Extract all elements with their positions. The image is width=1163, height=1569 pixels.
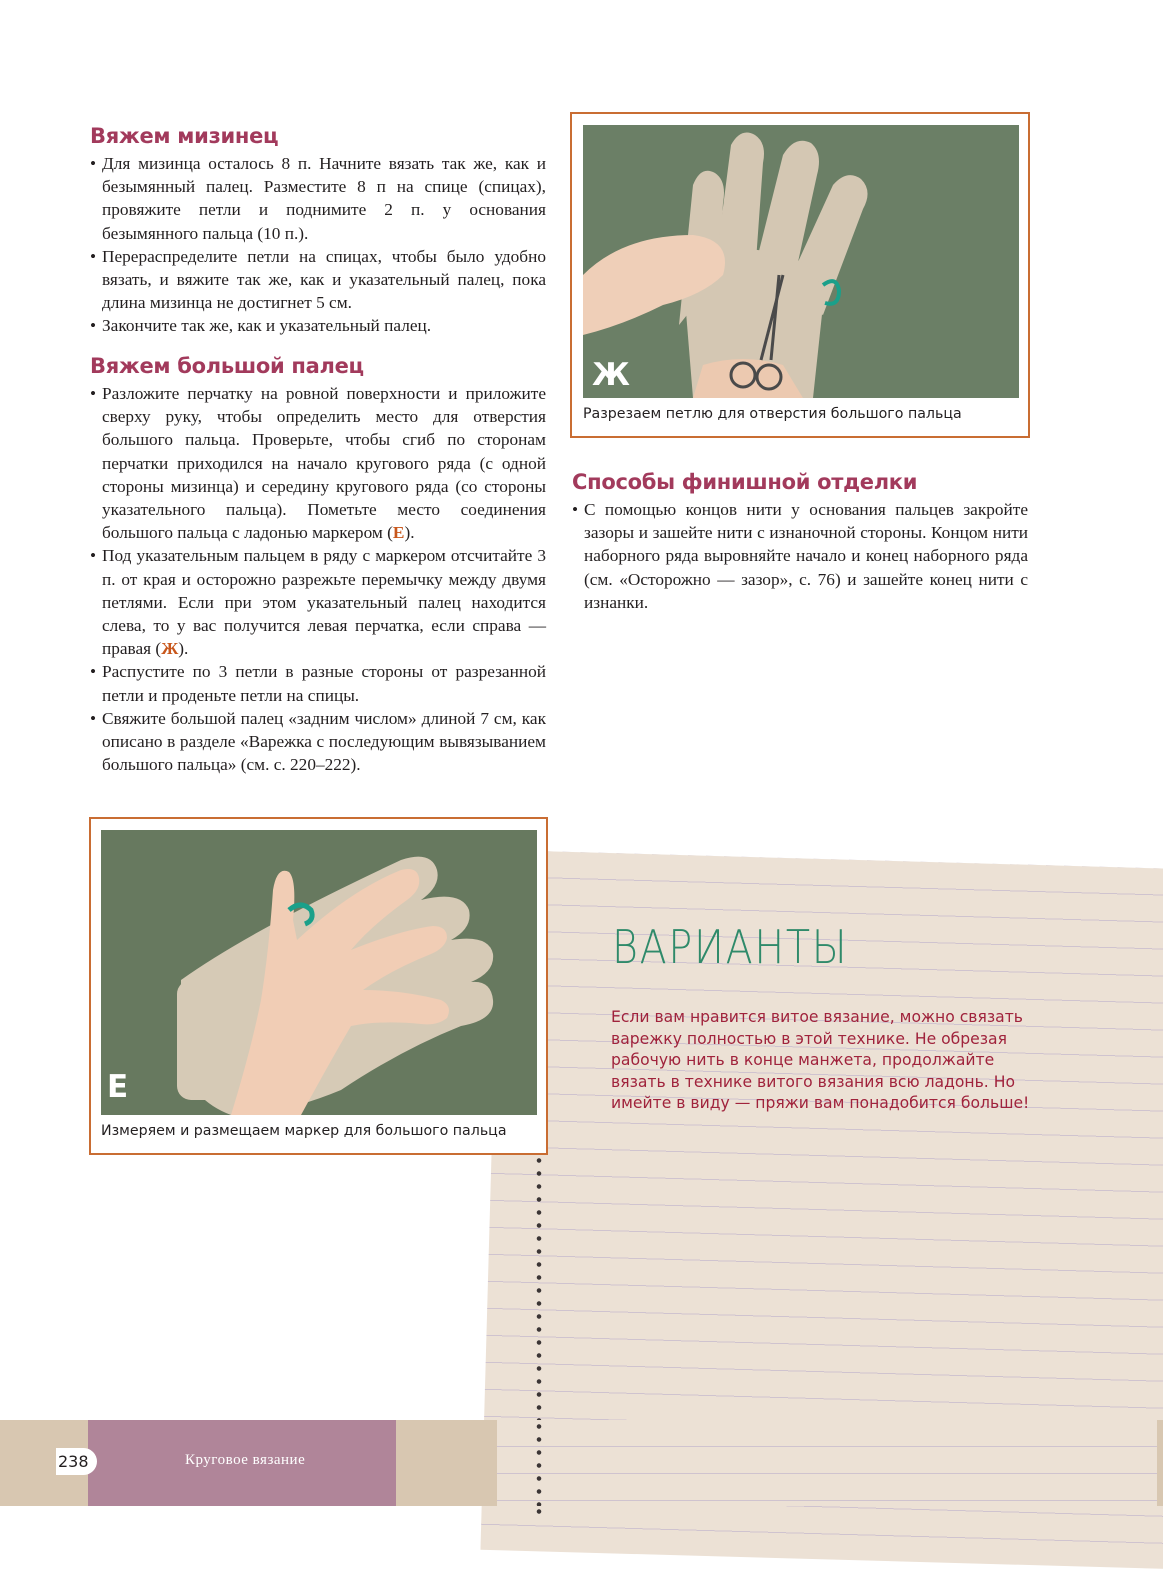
list-item: • Перераспределите петли на спицах, чтобы было удобно вязать, и вяжите так же, как и указательный палец, пока длина мизинца не достигнет 5 см. (90, 245, 546, 315)
list-item-text: ). (404, 523, 415, 543)
notebook-paper-bottom (497, 1420, 1157, 1506)
page-number: 238 (56, 1448, 97, 1475)
photo-frame-e (89, 817, 548, 1155)
glove-scissors-illustration (583, 125, 1019, 398)
list-item-text: Под указательным пальцем в ряду с маркером отсчитайте 3 п. от края и осторожно разрежьте перемычку между двумя петлями. Если при этом указательный палец находится слева, то у вас получится левая перчатка, если справа — правая ( (102, 546, 546, 659)
list-item-text: Разложите перчатку на ровной поверхности и приложите сверху руку, чтобы определить место для отверстия большого пальца. Проверьте, чтобы сгиб по сторонам перчатки приходился на начало кругового ряда (с одной стороны мизинца) и середину кругового ряда (со стороны указательного пальца). Пометьте место соединения большого пальца с ладонью маркером ( (102, 384, 546, 543)
heading-thumb: Вяжем большой палец (90, 354, 364, 378)
list-item (90, 382, 546, 544)
caption-zh: Разрезаем петлю для отверстия большого пальца (583, 406, 962, 422)
list-item: • Свяжите большой палец «задним числом» длиной 7 см, как описано в разделе «Варежка с последующим вывязыванием большого пальца» (см. с. 220–222). (90, 707, 546, 777)
caption-e: Измеряем и размещаем маркер для большого пальца (101, 1123, 507, 1139)
photo-hand-measure (101, 830, 537, 1115)
glove-hand-illustration (101, 830, 537, 1115)
list-item: • Закончите так же, как и указательный палец. (90, 314, 546, 337)
list-item: • С помощью концов нити у основания пальцев закройте зазоры и зашейте нити с изнаночной стороны. Концом нити наборного ряда выровняйте начало и конец наборного ряда (см. «Осторожно — зазор», с. 76) и зашейте конец нити с изнанки. (572, 498, 1028, 614)
photo-letter-e: Е (107, 1069, 129, 1105)
figure-ref: Е (392, 523, 405, 543)
variants-text: Если вам нравится витое вязание, можно связать варежку полностью в этой технике. Не обрезая рабочую нить в конце манжета, продолжайте вязать в технике витого вязания всю ладонь. Но имейте в виду — пряжи вам понадобится больше! (611, 1008, 1030, 1112)
list-item: • Распустите по 3 петли в разные стороны от разрезанной петли и проденьте петли на спицы. (90, 660, 546, 706)
notebook-perforation-bottom (533, 1420, 545, 1506)
photo-letter-zh: Ж (592, 357, 630, 393)
list-item (90, 544, 546, 660)
variants-title: ВАРИАНТЫ (612, 920, 849, 974)
finish-list (572, 498, 1028, 614)
list-item: • Для мизинца осталось 8 п. Начните вязать так же, как и безымянный палец. Разместите 8 п на спице (спицах), провяжите петли и поднимите 2 п. у основания безымянного пальца (10 п.). (90, 152, 546, 245)
photo-glove-cutting (583, 125, 1019, 398)
list-item-text: ). (178, 639, 189, 659)
pinky-list (90, 152, 546, 338)
thumb-list (90, 382, 546, 776)
footer-section-name: Круговое вязание (185, 1452, 306, 1468)
figure-ref: Ж (161, 639, 179, 659)
heading-finish: Способы финишной отделки (572, 470, 918, 494)
photo-frame-zh (570, 112, 1030, 438)
heading-pinky: Вяжем мизинец (90, 124, 279, 148)
